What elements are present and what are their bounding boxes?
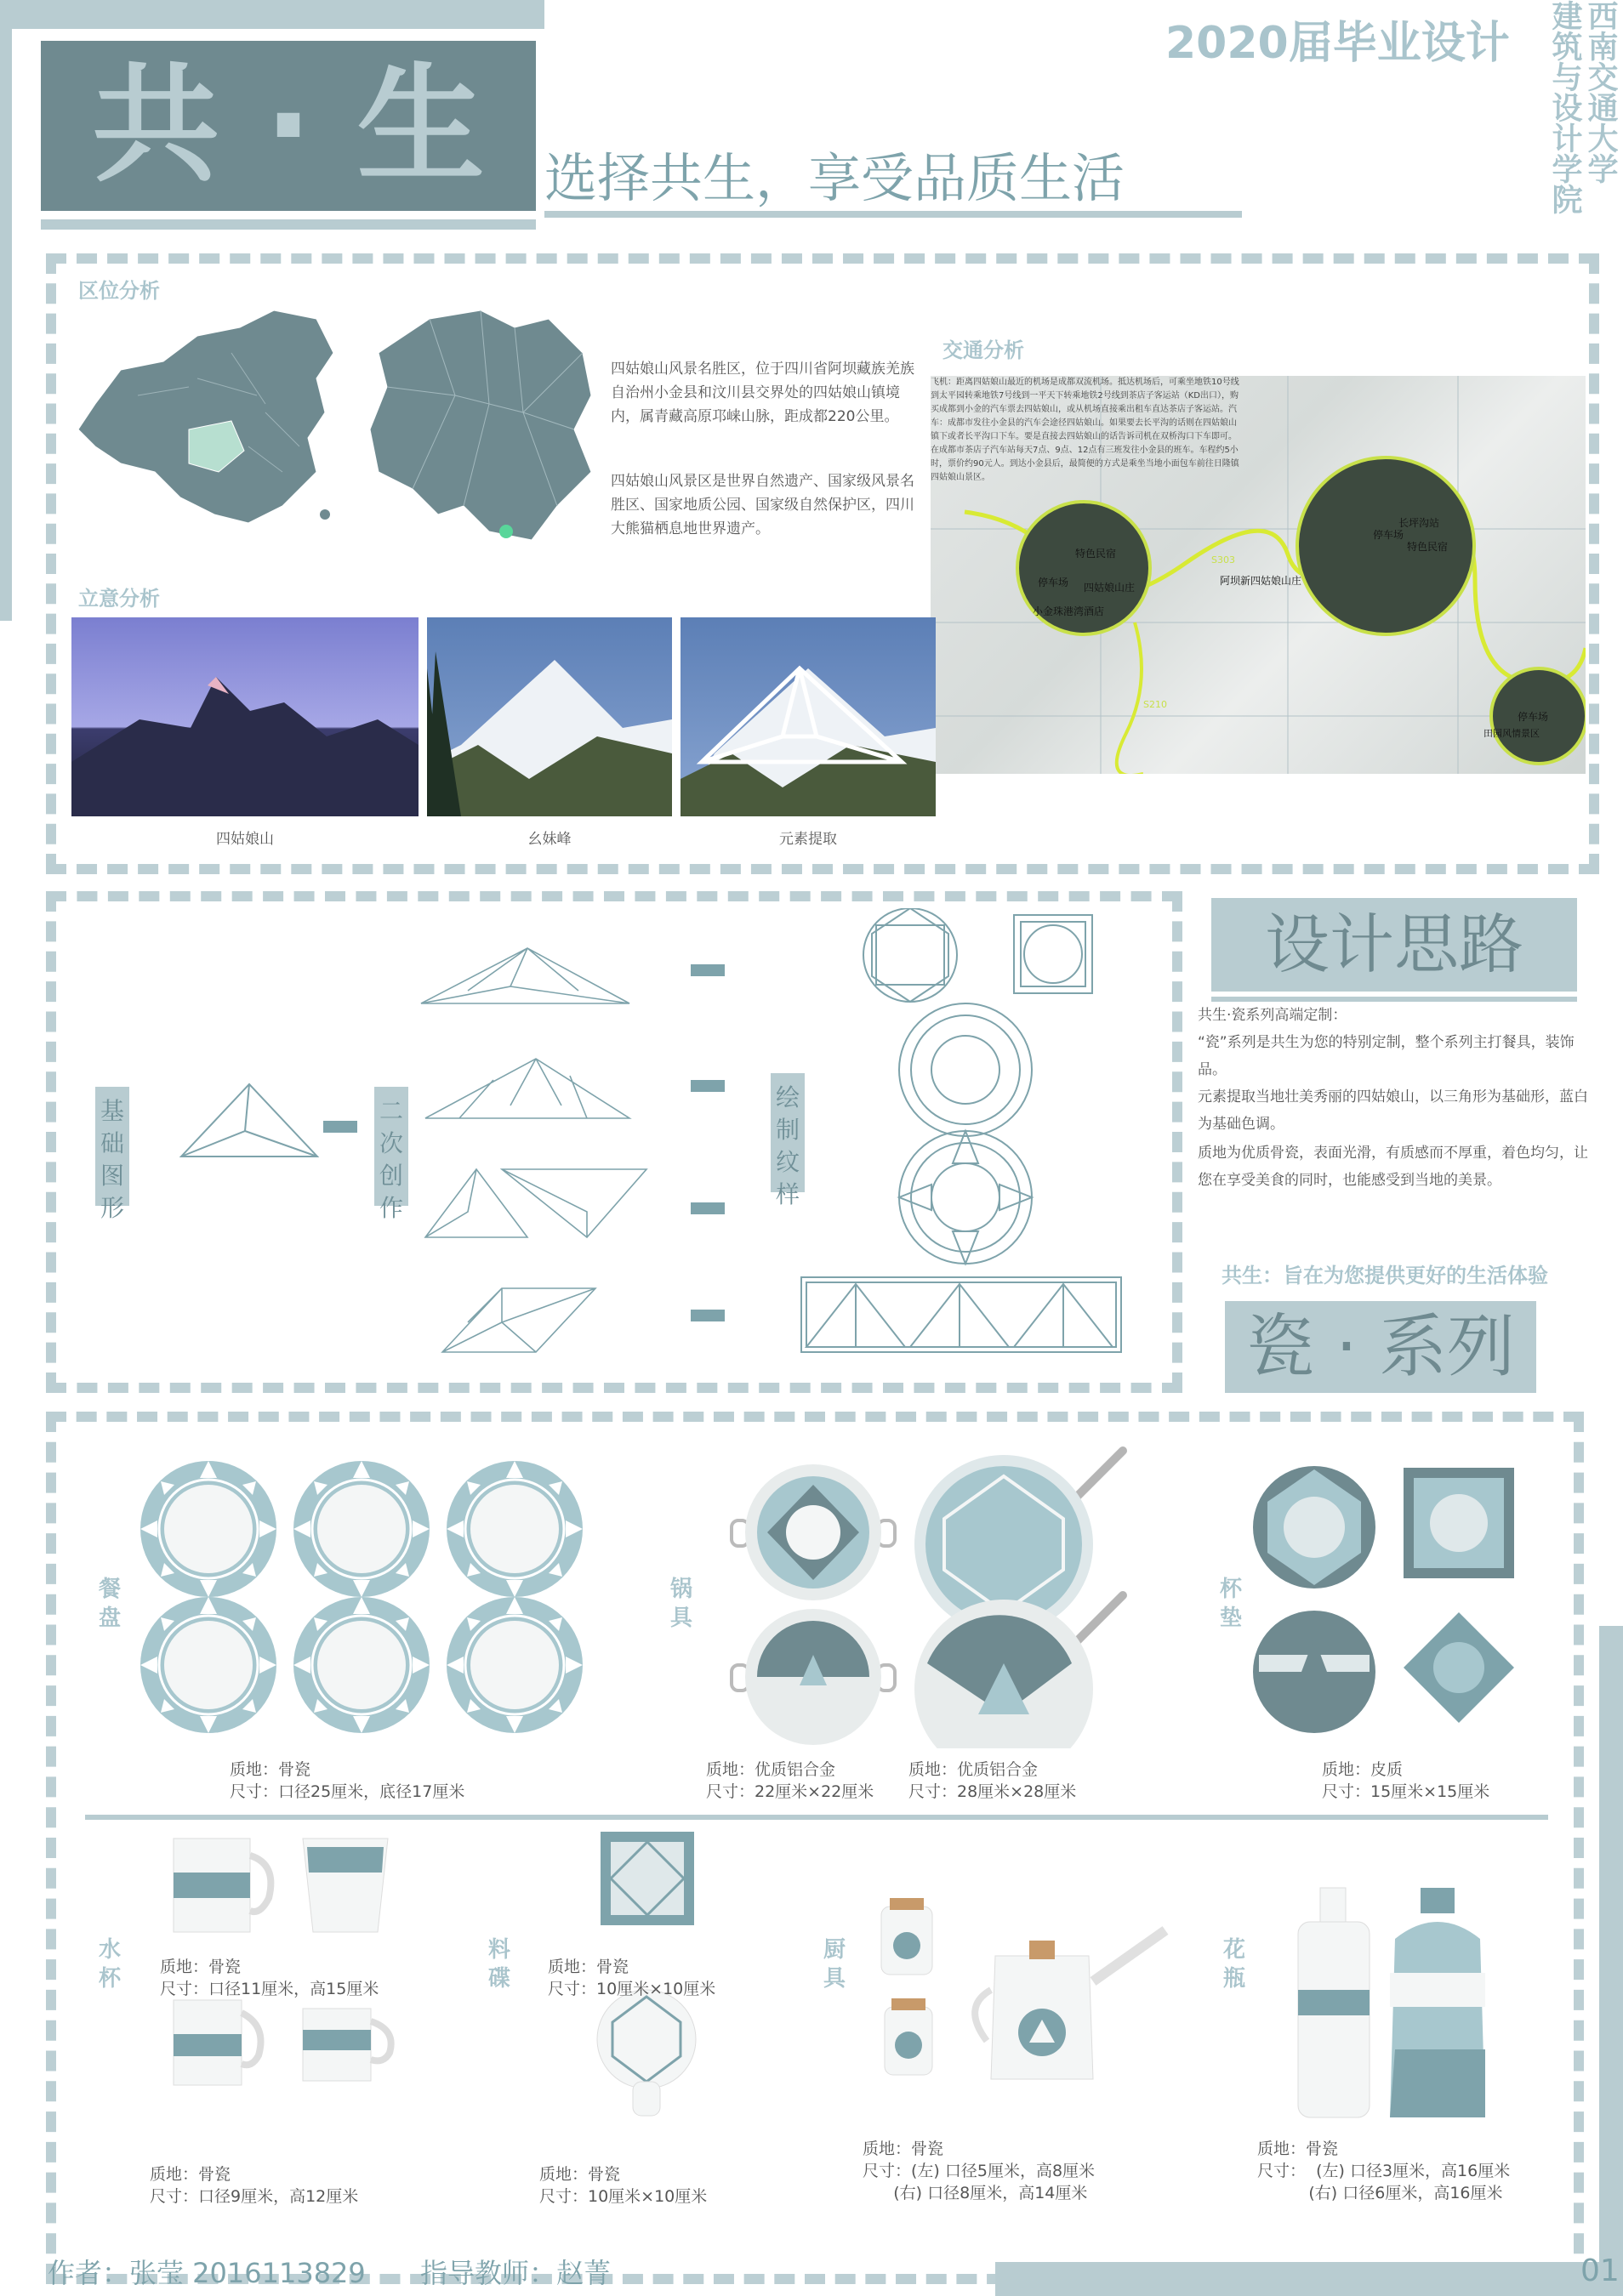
cups-label: 水杯 xyxy=(98,1937,121,1992)
coaster-2 xyxy=(1404,1468,1514,1578)
coaster-1 xyxy=(1253,1466,1375,1588)
traffic-label-5: 长坪沟站 xyxy=(1398,517,1440,529)
traffic-label-0: 特色民宿 xyxy=(1075,548,1117,560)
coasters-label: 杯垫 xyxy=(1219,1577,1242,1631)
dishes-label: 料碟 xyxy=(487,1937,510,1992)
vase-2 xyxy=(1390,1888,1485,2117)
arrow-1 xyxy=(323,1121,357,1133)
title-underline xyxy=(41,219,536,230)
traffic-title: 交通分析 xyxy=(942,338,1024,362)
school-vertical-2: 建筑与设计学院 xyxy=(1547,0,1582,214)
pattern-strip xyxy=(800,1276,1123,1354)
footer-bar xyxy=(995,2262,1623,2296)
photo-element-extraction-mountain xyxy=(681,617,936,816)
school-vertical-1: 西南交通大学 xyxy=(1583,0,1618,184)
kitchen-size: 尺寸：(左) 口径5厘米，高8厘米 (右) 口径8厘米，高14厘米 xyxy=(863,2162,1096,2202)
badge-pattern: 绘制纹样 xyxy=(771,1073,805,1192)
cups-size-1: 尺寸：口径11厘米，高15厘米 xyxy=(160,1980,379,1998)
design-title-underline xyxy=(1211,997,1577,1002)
traffic-label-9: S303 xyxy=(1211,554,1235,565)
page-number: 01 xyxy=(1580,2253,1620,2288)
badge-basic: 基础图形 xyxy=(95,1087,129,1206)
footer-advisor: 指导教师：赵菁 xyxy=(420,2257,612,2289)
dish-square xyxy=(601,1832,694,1925)
caption-yaomeifeng: 幺妹峰 xyxy=(527,831,572,848)
caption-element-extraction: 元素提取 xyxy=(779,831,837,848)
dishes-material-2: 质地：骨瓷 xyxy=(539,2165,621,2184)
pot-small-2 xyxy=(732,1609,895,1745)
vase-1 xyxy=(1298,1888,1370,2117)
left-edge-bar xyxy=(0,0,12,621)
badge-second: 二次创作 xyxy=(374,1087,408,1206)
dish-round xyxy=(597,1990,696,2116)
mug-4 xyxy=(303,2009,391,2081)
traffic-label-3: 小金珠港湾酒店 xyxy=(1033,605,1105,617)
pots-size-1: 尺寸：22厘米×22厘米 xyxy=(706,1782,874,1801)
traffic-label-11: 田园风情景区 xyxy=(1483,728,1540,739)
dishes-size-2: 尺寸：10厘米×10厘米 xyxy=(539,2187,708,2206)
design-title-box xyxy=(1211,898,1577,992)
photo-siguniang-mountain xyxy=(71,617,419,816)
jar-1 xyxy=(881,1898,932,1975)
coaster-4 xyxy=(1404,1612,1514,1723)
arrow-2d xyxy=(691,1310,725,1321)
traffic-label-6: 特色民宿 xyxy=(1407,541,1449,553)
products-divider xyxy=(85,1815,1548,1820)
location-para-2: 四姑娘山风景区是世界自然遗产、国家级风景名胜区、国家地质公园、国家级自然保护区，四川大熊猫栖息地世界遗产。 xyxy=(611,473,914,537)
pots-material-1: 质地：优质铝合金 xyxy=(706,1760,836,1779)
kitchen-label: 厨具 xyxy=(823,1937,846,1992)
coasters-material: 质地：皮质 xyxy=(1322,1760,1404,1779)
location-title: 区位分析 xyxy=(78,279,160,303)
pots-size-2: 尺寸：28厘米×28厘米 xyxy=(908,1782,1077,1801)
sichuan-map xyxy=(362,302,608,548)
vases-size: 尺寸： (左) 口径3厘米，高16厘米 (右) 口径6厘米，高16厘米 xyxy=(1257,2162,1511,2202)
kitchen-set xyxy=(876,1896,1182,2117)
photo-yaomeifeng xyxy=(427,617,672,816)
coasters-set xyxy=(1250,1459,1523,1740)
design-line-1: “瓷”系列是共生为您的特别定制，整个系列主打餐具，装饰品。 xyxy=(1198,1034,1575,1078)
vases-set xyxy=(1293,1879,1506,2126)
subtitle: 选择共生，享受品质生活 xyxy=(544,147,1125,209)
design-line-0: 共生·瓷系列高端定制： xyxy=(1198,1007,1347,1024)
subtitle-underline xyxy=(544,211,1242,218)
mug-2 xyxy=(303,1839,388,1932)
cups-size-2: 尺寸：口径9厘米，高12厘米 xyxy=(150,2187,359,2206)
traffic-label-1: 停车场 xyxy=(1038,577,1069,588)
series-title: 瓷 · 系列 xyxy=(1245,1307,1516,1386)
traffic-label-2: 四姑娘山庄 xyxy=(1084,582,1136,594)
pots-material-2: 质地：优质铝合金 xyxy=(908,1760,1039,1779)
dishes-material-1: 质地：骨瓷 xyxy=(548,1958,629,1976)
design-line-2: 元素提取当地壮美秀丽的四姑娘山，以三角形为基础形，蓝白为基础色调。 xyxy=(1198,1088,1588,1133)
pot-small-1 xyxy=(732,1464,895,1600)
plates-set xyxy=(136,1461,587,1733)
plates-label: 餐盘 xyxy=(98,1577,121,1631)
year-title: 2020届毕业设计 xyxy=(1165,18,1510,69)
traffic-label-4: 停车场 xyxy=(1373,529,1404,541)
right-edge-bar xyxy=(1599,1626,1623,2296)
vases-label: 花瓶 xyxy=(1222,1937,1245,1992)
concept-title: 立意分析 xyxy=(78,587,160,611)
photo-element-extraction xyxy=(681,617,936,816)
pot-large-2 xyxy=(914,1595,1123,1748)
traffic-map xyxy=(931,376,1586,774)
cups-material-1: 质地：骨瓷 xyxy=(160,1958,242,1976)
china-map xyxy=(61,302,350,540)
coasters-size: 尺寸：15厘米×15厘米 xyxy=(1322,1782,1490,1801)
dishes-size-1: 尺寸：10厘米×10厘米 xyxy=(548,1980,716,1998)
page-title: 共 · 生 xyxy=(92,52,485,200)
series-title-box xyxy=(1225,1301,1536,1393)
traffic-label-8: 停车场 xyxy=(1518,711,1549,723)
kitchen-material: 质地：骨瓷 xyxy=(863,2140,944,2158)
arrow-2c xyxy=(691,1202,725,1214)
design-line-3: 质地为优质骨瓷，表面光滑，有质感而不厚重，着色均匀，让您在享受美食的同时，也能感受到当地的美景。 xyxy=(1198,1145,1588,1189)
top-bar xyxy=(0,0,544,29)
footer-author: 作者：张莹 2016113829 xyxy=(48,2257,366,2289)
teapot xyxy=(975,1930,1165,2079)
mug-1 xyxy=(174,1839,270,1932)
pots-label: 锅具 xyxy=(669,1577,692,1631)
jar-2 xyxy=(885,1998,932,2075)
traffic-text: 飞机：距离四姑娘山最近的机场是成都双流机场。抵达机场后，可乘坐地铁10号线到太平园转乘地铁7号线到一平天下转乘地铁2号线到茶店子客运站（KD出口），购买成都到小金的汽车票去四姑娘山，或从机场直接乘出租车直达茶店子客运站。汽车：成都市发往小金县的汽车会途径四姑娘山。如果要去长平沟的话则在四姑娘山镇下或者长平沟口下车。要是直接去四姑娘山的话告诉司机在双桥沟口下车即可。在成都市茶店子汽车站每天7点、9点、12点有三班发往小金县的班车。车程约5小时，票价约90元人。到达小金县后，最简便的方式是乘坐当地小面包车前往日隆镇四姑娘山景区。 xyxy=(931,378,1239,482)
caption-siguniang: 四姑娘山 xyxy=(216,831,274,848)
pots-set xyxy=(723,1425,1140,1748)
coaster-3 xyxy=(1253,1611,1375,1733)
arrow-2a xyxy=(691,964,725,976)
arrow-2b xyxy=(691,1080,725,1092)
vases-material: 质地：骨瓷 xyxy=(1257,2140,1339,2158)
traffic-label-7: 阿坝新四姑娘山庄 xyxy=(1220,575,1302,587)
traffic-label-10: S210 xyxy=(1143,699,1167,710)
design-title: 设计思路 xyxy=(1265,906,1523,982)
design-slogan: 共生：旨在为您提供更好的生活体验 xyxy=(1222,1264,1548,1287)
second-creation-shapes xyxy=(417,940,655,1365)
photo-yaomeifeng-mountain xyxy=(427,617,672,816)
photo-siguniang xyxy=(71,617,419,816)
cups-material-2: 质地：骨瓷 xyxy=(150,2165,231,2184)
plates-material: 质地：骨瓷 xyxy=(230,1760,311,1779)
location-para-1: 四姑娘山风景名胜区，位于四川省阿坝藏族羌族自治州小金县和汶川县交界处的四姑娘山镇境内，属青藏高原邛崃山脉，距成都220公里。 xyxy=(611,361,914,425)
plates-size: 尺寸：口径25厘米，底径17厘米 xyxy=(230,1782,465,1801)
title-block xyxy=(41,41,536,211)
mug-3 xyxy=(174,2000,261,2085)
basic-triangle xyxy=(177,1080,322,1165)
